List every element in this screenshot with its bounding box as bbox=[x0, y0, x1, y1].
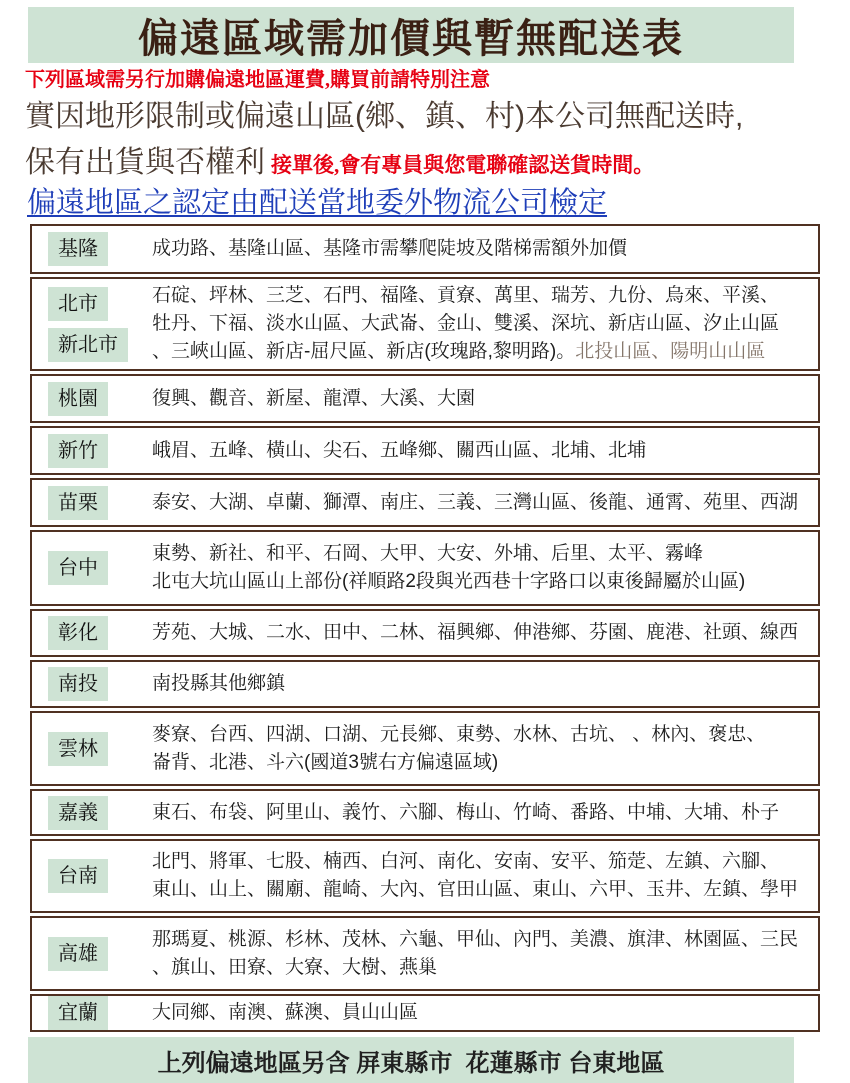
table-row-miaoli bbox=[30, 478, 820, 527]
region-label: 台中 bbox=[48, 551, 108, 585]
footer-text: 上列偏遠地區另含 屏東縣市 花蓮縣市 台東地區 bbox=[157, 1049, 665, 1077]
region-label-group bbox=[32, 996, 140, 1030]
region-label: 嘉義 bbox=[48, 796, 108, 830]
region-label-group bbox=[32, 279, 140, 369]
region-label: 高雄 bbox=[48, 937, 108, 971]
region-label-group bbox=[32, 376, 140, 421]
region-label: 新竹 bbox=[48, 434, 108, 468]
region-areas bbox=[140, 996, 818, 1030]
region-areas bbox=[140, 279, 818, 369]
certification-note: 偏遠地區之認定由配送當地委外物流公司檢定 bbox=[27, 187, 608, 219]
region-label: 雲林 bbox=[48, 732, 108, 766]
area-line bbox=[152, 338, 816, 366]
surcharge-warning-text: 下列區域需另行加購偏遠地區運費,購買前請特別注意 bbox=[25, 69, 490, 91]
region-areas bbox=[140, 616, 818, 650]
area-line: 復興、觀音、新屋、龍潭、大溪、大園 bbox=[152, 387, 476, 409]
region-areas bbox=[140, 845, 818, 907]
policy-line-2 bbox=[25, 140, 850, 188]
region-label-group bbox=[32, 611, 140, 655]
table-row-keelung bbox=[30, 224, 820, 274]
region-label: 苗栗 bbox=[48, 486, 108, 520]
area-line-black: 、三峽山區、新店-屈尺區、新店(玫瑰路,黎明路)。 bbox=[152, 341, 576, 362]
area-line: 北門、將軍、七股、楠西、白河、南化、安南、安平、笳萣、左鎮、六腳、 bbox=[152, 851, 780, 872]
region-areas bbox=[140, 382, 818, 416]
area-line: 南投縣其他鄉鎮 bbox=[152, 673, 286, 694]
area-line: 東勢、新社、和平、石岡、大甲、大安、外埔、后里、太平、霧峰 bbox=[152, 543, 704, 564]
table-row-taoyuan bbox=[30, 374, 820, 423]
area-line: 石碇、坪林、三芝、石門、福隆、貢寮、萬里、瑞芳、九份、烏來、平溪、 bbox=[152, 285, 780, 306]
region-label: 台南 bbox=[48, 859, 108, 893]
table-row-nantou bbox=[30, 660, 820, 708]
region-label-group bbox=[32, 841, 140, 911]
table-row-taichung bbox=[30, 530, 820, 606]
region-label: 南投 bbox=[48, 667, 108, 701]
area-line: 東石、布袋、阿里山、義竹、六腳、梅山、竹崎、番路、中埔、大埔、朴子 bbox=[152, 801, 780, 823]
table-row-chiayi bbox=[30, 789, 820, 836]
area-line: 麥寮、台西、四湖、口湖、元長鄉、東勢、水林、古坑、 、林內、褒忠、 bbox=[152, 723, 766, 745]
table-row-hsinchu bbox=[30, 426, 820, 475]
region-label-group bbox=[32, 918, 140, 989]
footer-banner bbox=[28, 1037, 794, 1083]
table-row-yilan bbox=[30, 994, 820, 1032]
region-areas bbox=[140, 923, 818, 985]
region-label: 基隆 bbox=[48, 232, 108, 266]
region-label-group bbox=[32, 662, 140, 706]
area-line: 峨眉、五峰、橫山、尖石、五峰鄉、關西山區、北埔、北埔 bbox=[152, 439, 647, 461]
page-title-banner bbox=[28, 7, 794, 63]
area-line: 成功路、基隆山區、基隆市需攀爬陡坡及階梯需額外加價 bbox=[152, 238, 628, 259]
table-row-yunlin bbox=[30, 711, 820, 786]
area-line-gray: 北投山區、陽明山山區 bbox=[575, 341, 766, 362]
area-line: 崙背、北港、斗六(國道3號右方偏遠區域) bbox=[152, 751, 499, 773]
region-areas bbox=[140, 232, 818, 266]
region-areas bbox=[140, 434, 818, 468]
policy-line-2-main: 保有出貨與否權利 bbox=[25, 146, 265, 179]
area-line: 北屯大坑山區山上部份(祥順路2段與光西巷十字路口以東後歸屬於山區) bbox=[152, 571, 746, 592]
region-label: 新北市 bbox=[48, 328, 128, 362]
area-line: 東山、山上、關廟、龍崎、大內、官田山區、東山、六甲、玉井、左鎮、學甲 bbox=[152, 879, 799, 900]
table-row-taipei-newtaipei bbox=[30, 277, 820, 371]
region-label-group bbox=[32, 532, 140, 604]
region-label: 彰化 bbox=[48, 616, 108, 650]
region-label-group bbox=[32, 713, 140, 784]
region-areas bbox=[140, 486, 818, 520]
region-table bbox=[30, 224, 820, 1032]
region-label: 北市 bbox=[48, 287, 108, 321]
region-label-group bbox=[32, 480, 140, 525]
region-areas bbox=[140, 796, 818, 830]
area-line: 那瑪夏、桃源、杉林、茂林、六龜、甲仙、內門、美濃、旗津、林園區、三民 bbox=[152, 928, 799, 950]
region-areas bbox=[140, 537, 818, 599]
table-row-kaohsiung bbox=[30, 916, 820, 991]
page-title: 偏遠區域需加價與暫無配送表 bbox=[138, 16, 684, 61]
area-line: 、旗山、田寮、大寮、大樹、燕巢 bbox=[152, 956, 438, 978]
area-line: 大同鄉、南澳、蘇澳、員山山區 bbox=[152, 1002, 419, 1023]
region-label-group bbox=[32, 226, 140, 272]
policy-line-1: 實因地形限制或偏遠山區(鄉、鎮、村)本公司無配送時, bbox=[25, 100, 744, 133]
policy-line-2-red-note: 接單後,會有專員與您電聯確認送貨時間。 bbox=[271, 153, 655, 177]
region-label: 宜蘭 bbox=[48, 996, 108, 1030]
area-line: 泰安、大湖、卓蘭、獅潭、南庄、三義、三灣山區、後龍、通霄、苑里、西湖 bbox=[152, 491, 799, 513]
region-label: 桃園 bbox=[48, 382, 108, 416]
table-row-changhua bbox=[30, 609, 820, 657]
area-line: 牡丹、下福、淡水山區、大武崙、金山、雙溪、深坑、新店山區、汐止山區 bbox=[152, 313, 780, 334]
table-row-tainan bbox=[30, 839, 820, 913]
region-areas bbox=[140, 718, 818, 780]
region-label-group bbox=[32, 791, 140, 834]
area-line: 芳苑、大城、二水、田中、二林、福興鄉、伸港鄉、芬園、鹿港、社頭、線西 bbox=[152, 622, 799, 643]
region-areas bbox=[140, 667, 818, 701]
region-label-group bbox=[32, 428, 140, 473]
